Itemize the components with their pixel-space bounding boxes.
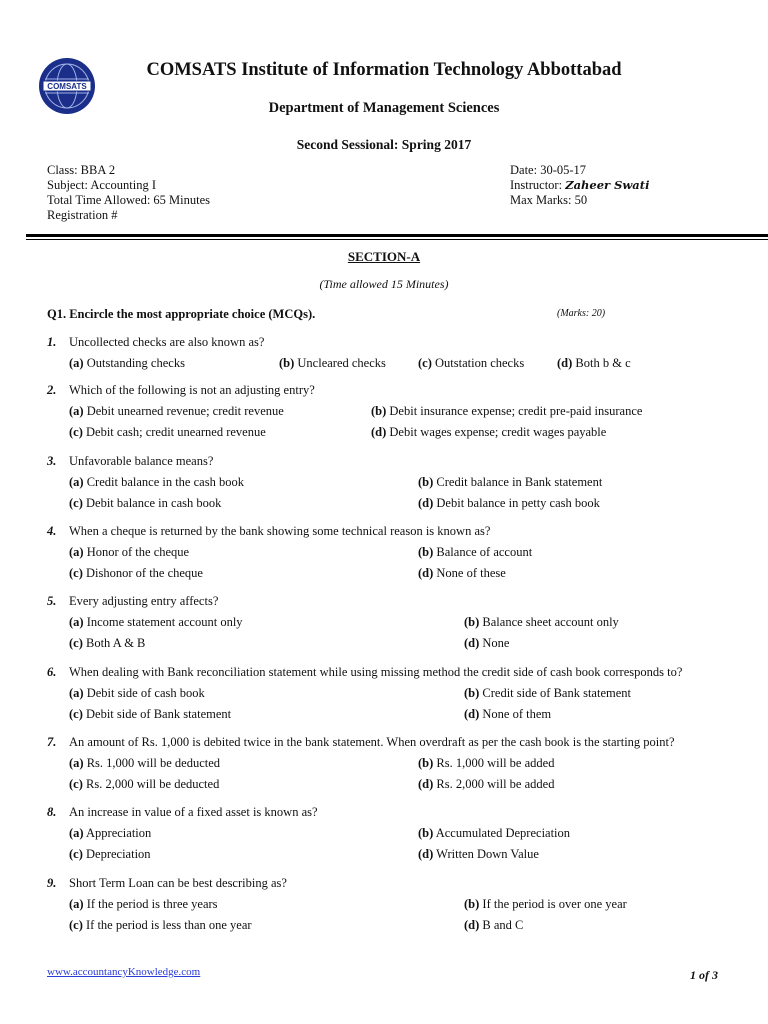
option-c[interactable]	[69, 847, 151, 862]
option-text: Outstanding checks	[83, 356, 185, 370]
option-letter: (b)	[464, 686, 480, 700]
section-heading	[0, 249, 768, 265]
option-d[interactable]	[418, 496, 600, 511]
option-text: None of these	[433, 566, 506, 580]
option-b[interactable]	[464, 686, 631, 701]
option-letter: (b)	[464, 615, 480, 629]
option-b[interactable]	[418, 826, 570, 841]
option-letter: (a)	[69, 545, 84, 559]
institute-title: COMSATS Institute of Information Technology Abbottabad	[146, 60, 622, 80]
option-text: None	[479, 636, 510, 650]
max-marks-info: Max Marks: 50	[510, 193, 588, 207]
option-letter: (b)	[279, 356, 295, 370]
option-text: B and C	[479, 918, 524, 932]
option-d[interactable]	[464, 918, 523, 933]
option-a[interactable]	[69, 826, 151, 841]
question-text: Every adjusting entry affects?	[69, 594, 219, 608]
option-letter: (b)	[371, 404, 387, 418]
option-d[interactable]	[464, 707, 551, 722]
q1-marks: (Marks: 20)	[557, 308, 606, 319]
option-a[interactable]	[69, 404, 284, 419]
option-letter: (c)	[69, 566, 83, 580]
option-text: Balance of account	[433, 545, 533, 559]
option-c[interactable]	[69, 777, 219, 792]
option-text: Rs. 2,000 will be added	[433, 777, 555, 791]
question-number: 9.	[47, 876, 57, 890]
option-letter: (c)	[69, 707, 83, 721]
option-letter: (d)	[418, 847, 434, 861]
date-info: Date: 30-05-17	[510, 163, 587, 177]
option-letter: (c)	[69, 918, 83, 932]
option-text: Debit unearned revenue; credit revenue	[83, 404, 284, 418]
option-letter: (c)	[69, 847, 83, 861]
option-text: Both b & c	[572, 356, 631, 370]
option-b[interactable]	[464, 897, 627, 912]
option-d[interactable]	[557, 356, 631, 371]
department-title: Department of Management Sciences	[268, 100, 500, 116]
option-letter: (c)	[69, 777, 83, 791]
question-text: An increase in value of a fixed asset is known as?	[69, 805, 318, 819]
option-a[interactable]	[69, 615, 243, 630]
option-c[interactable]	[69, 918, 252, 933]
option-letter: (a)	[69, 756, 84, 770]
svg-text:COMSATS: COMSATS	[47, 82, 87, 91]
question-text: When a cheque is returned by the bank showing some technical reason is known as?	[69, 524, 491, 538]
option-text: Rs. 2,000 will be deducted	[82, 777, 220, 791]
question-text: Unfavorable balance means?	[69, 454, 214, 468]
option-text: None of them	[479, 707, 552, 721]
option-letter: (a)	[69, 686, 84, 700]
option-b[interactable]	[464, 615, 619, 630]
divider-thick	[26, 234, 768, 237]
page-number: 1 of 3	[690, 968, 718, 982]
instructor-name: Zaheer Swati	[565, 178, 650, 192]
option-letter: (d)	[464, 636, 480, 650]
question-text: When dealing with Bank reconciliation statement while using missing method the credit side of cash book corresponds to?	[69, 665, 683, 679]
option-letter: (d)	[464, 707, 480, 721]
option-a[interactable]	[69, 475, 244, 490]
question-number: 7.	[47, 735, 57, 749]
option-c[interactable]	[69, 707, 231, 722]
option-text: Accumulated Depreciation	[433, 826, 571, 840]
option-c[interactable]	[69, 496, 221, 511]
option-b[interactable]	[418, 475, 602, 490]
option-letter: (b)	[418, 545, 434, 559]
instructor-label: Instructor:	[510, 178, 566, 192]
option-letter: (d)	[464, 918, 480, 932]
option-text: Debit wages expense; credit wages payable	[386, 425, 607, 439]
option-text: Rs. 1,000 will be added	[433, 756, 555, 770]
question-text: Uncollected checks are also known as?	[69, 335, 265, 349]
option-letter: (a)	[69, 356, 84, 370]
option-d[interactable]	[418, 777, 554, 792]
option-d[interactable]	[464, 636, 509, 651]
option-text: Both A & B	[82, 636, 146, 650]
instructor-info	[510, 178, 649, 194]
option-letter: (d)	[557, 356, 573, 370]
option-text: Credit side of Bank statement	[479, 686, 631, 700]
option-c[interactable]	[69, 566, 203, 581]
option-letter: (a)	[69, 897, 84, 911]
question-number: 8.	[47, 805, 57, 819]
option-letter: (b)	[464, 897, 480, 911]
time-info: Total Time Allowed: 65 Minutes	[47, 193, 211, 207]
section-time-allowed: (Time allowed 15 Minutes)	[319, 277, 449, 291]
class-info: Class: BBA 2	[47, 163, 116, 177]
option-c[interactable]	[69, 425, 266, 440]
question-text: Which of the following is not an adjusting entry?	[69, 383, 315, 397]
option-text: Dishonor of the cheque	[82, 566, 203, 580]
option-letter: (a)	[69, 826, 84, 840]
option-a[interactable]	[69, 756, 220, 771]
option-text: Outstation checks	[431, 356, 525, 370]
option-text: If the period is less than one year	[82, 918, 252, 932]
option-b[interactable]	[418, 545, 532, 560]
option-c[interactable]	[418, 356, 524, 371]
option-text: Debit cash; credit unearned revenue	[82, 425, 266, 439]
option-text: Rs. 1,000 will be deducted	[83, 756, 221, 770]
option-text: Written Down Value	[433, 847, 539, 861]
registration-info: Registration #	[47, 208, 118, 222]
q1-instruction: Q1. Encircle the most appropriate choice (MCQs).	[47, 307, 316, 321]
option-a[interactable]	[69, 897, 218, 912]
option-text: Balance sheet account only	[479, 615, 619, 629]
option-text: Depreciation	[82, 847, 151, 861]
option-d[interactable]	[418, 847, 539, 862]
option-letter: (c)	[69, 636, 83, 650]
option-letter: (c)	[69, 425, 83, 439]
option-letter: (a)	[69, 615, 84, 629]
question-number: 1.	[47, 335, 57, 349]
option-letter: (c)	[418, 356, 432, 370]
option-text: Credit balance in the cash book	[83, 475, 244, 489]
option-letter: (b)	[418, 756, 434, 770]
option-text: Income statement account only	[83, 615, 243, 629]
divider-thin	[26, 239, 768, 240]
option-b[interactable]	[279, 356, 386, 371]
option-text: Uncleared checks	[294, 356, 386, 370]
question-number: 2.	[47, 383, 57, 397]
question-number: 4.	[47, 524, 57, 538]
question-number: 3.	[47, 454, 57, 468]
question-number: 5.	[47, 594, 57, 608]
option-text: Debit balance in cash book	[82, 496, 222, 510]
option-b[interactable]	[371, 404, 642, 419]
option-letter: (d)	[418, 496, 434, 510]
footer-link[interactable]: www.accountancyKnowledge.com	[47, 966, 201, 978]
option-text: Credit balance in Bank statement	[433, 475, 603, 489]
option-a[interactable]	[69, 545, 189, 560]
option-text: Honor of the cheque	[83, 545, 190, 559]
option-text: If the period is over one year	[479, 897, 627, 911]
question-text: An amount of Rs. 1,000 is debited twice in the bank statement. When overdraft as per the cash book is the starting point?	[69, 735, 675, 749]
option-text: If the period is three years	[83, 897, 218, 911]
option-text: Appreciation	[83, 826, 152, 840]
option-text: Debit balance in petty cash book	[433, 496, 600, 510]
option-text: Debit insurance expense; credit pre-paid insurance	[386, 404, 643, 418]
option-letter: (a)	[69, 404, 84, 418]
option-a[interactable]	[69, 686, 205, 701]
option-letter: (d)	[418, 777, 434, 791]
option-d[interactable]	[418, 566, 506, 581]
exam-title: Second Sessional: Spring 2017	[296, 137, 472, 152]
option-b[interactable]	[418, 756, 554, 771]
section-title: SECTION-A	[347, 249, 421, 264]
subject-info: Subject: Accounting I	[47, 178, 157, 192]
option-letter: (b)	[418, 475, 434, 489]
option-c[interactable]	[69, 636, 145, 651]
option-letter: (a)	[69, 475, 84, 489]
option-letter: (b)	[418, 826, 434, 840]
option-text: Debit side of cash book	[83, 686, 205, 700]
question-number: 6.	[47, 665, 57, 679]
question-text: Short Term Loan can be best describing as?	[69, 876, 287, 890]
option-letter: (c)	[69, 496, 83, 510]
option-letter: (d)	[371, 425, 387, 439]
option-letter: (d)	[418, 566, 434, 580]
option-d[interactable]	[371, 425, 606, 440]
option-text: Debit side of Bank statement	[82, 707, 232, 721]
option-a[interactable]	[69, 356, 185, 371]
